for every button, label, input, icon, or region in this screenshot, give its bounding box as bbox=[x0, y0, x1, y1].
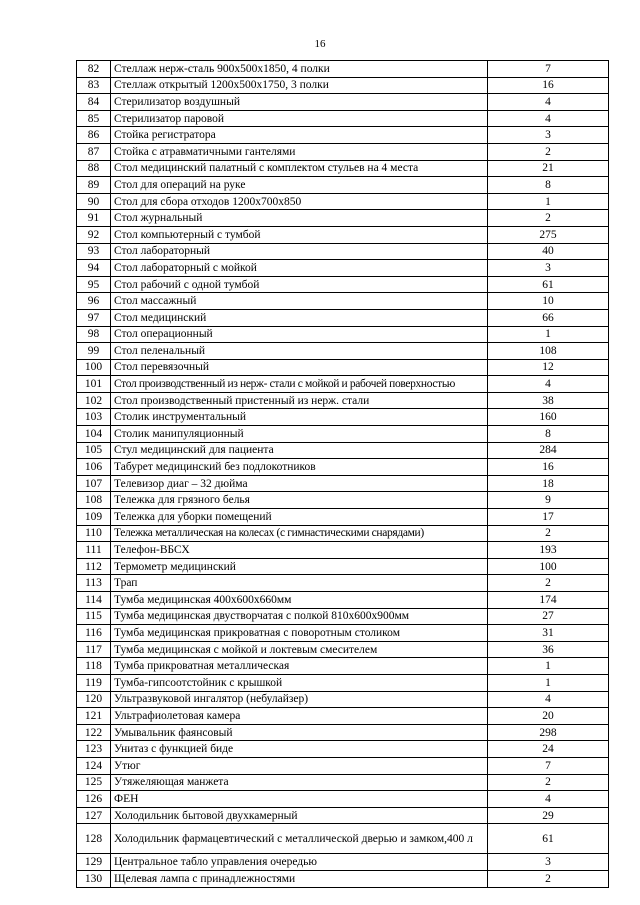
row-name: ФЕН bbox=[111, 791, 488, 808]
row-quantity: 4 bbox=[488, 691, 609, 708]
row-quantity: 20 bbox=[488, 708, 609, 725]
row-quantity: 2 bbox=[488, 774, 609, 791]
row-number: 112 bbox=[77, 558, 111, 575]
row-quantity: 16 bbox=[488, 77, 609, 94]
row-quantity: 2 bbox=[488, 575, 609, 592]
row-quantity: 3 bbox=[488, 260, 609, 277]
row-quantity: 4 bbox=[488, 791, 609, 808]
table-row bbox=[77, 509, 609, 526]
table-row bbox=[77, 724, 609, 741]
row-number: 125 bbox=[77, 774, 111, 791]
table-row bbox=[77, 575, 609, 592]
row-name: Унитаз с функцией биде bbox=[111, 741, 488, 758]
row-name: Тумба медицинская с мойкой и локтевым смесителем bbox=[111, 641, 488, 658]
table-row bbox=[77, 426, 609, 443]
row-number: 94 bbox=[77, 260, 111, 277]
table-row bbox=[77, 824, 609, 854]
table-row bbox=[77, 870, 609, 887]
row-number: 95 bbox=[77, 276, 111, 293]
row-quantity: 284 bbox=[488, 442, 609, 459]
table-row bbox=[77, 708, 609, 725]
row-quantity: 38 bbox=[488, 392, 609, 409]
row-name: Ультрафиолетовая камера bbox=[111, 708, 488, 725]
row-quantity: 1 bbox=[488, 658, 609, 675]
row-quantity: 12 bbox=[488, 359, 609, 376]
row-number: 99 bbox=[77, 343, 111, 360]
row-number: 115 bbox=[77, 608, 111, 625]
table-row bbox=[77, 608, 609, 625]
row-name: Стерилизатор воздушный bbox=[111, 94, 488, 111]
table-row bbox=[77, 276, 609, 293]
table-row bbox=[77, 542, 609, 559]
row-name: Умывальник фаянсовый bbox=[111, 724, 488, 741]
row-number: 120 bbox=[77, 691, 111, 708]
row-quantity: 29 bbox=[488, 807, 609, 824]
row-quantity: 8 bbox=[488, 426, 609, 443]
row-number: 124 bbox=[77, 757, 111, 774]
row-quantity: 108 bbox=[488, 343, 609, 360]
row-number: 127 bbox=[77, 807, 111, 824]
row-number: 121 bbox=[77, 708, 111, 725]
row-name: Телефон-ВБСХ bbox=[111, 542, 488, 559]
table-row bbox=[77, 343, 609, 360]
table-row bbox=[77, 326, 609, 343]
row-name: Стол производственный пристенный из нерж. стали bbox=[111, 392, 488, 409]
row-name: Стол пеленальный bbox=[111, 343, 488, 360]
row-quantity: 2 bbox=[488, 525, 609, 542]
table-row bbox=[77, 691, 609, 708]
row-number: 109 bbox=[77, 509, 111, 526]
row-number: 106 bbox=[77, 459, 111, 476]
row-quantity: 4 bbox=[488, 376, 609, 393]
row-quantity: 16 bbox=[488, 459, 609, 476]
row-quantity: 100 bbox=[488, 558, 609, 575]
table-row bbox=[77, 741, 609, 758]
row-quantity: 40 bbox=[488, 243, 609, 260]
table-row bbox=[77, 359, 609, 376]
row-name: Стол компьютерный с тумбой bbox=[111, 226, 488, 243]
row-number: 118 bbox=[77, 658, 111, 675]
table-row bbox=[77, 757, 609, 774]
row-number: 91 bbox=[77, 210, 111, 227]
row-number: 102 bbox=[77, 392, 111, 409]
row-quantity: 61 bbox=[488, 276, 609, 293]
table-row bbox=[77, 243, 609, 260]
row-quantity: 4 bbox=[488, 94, 609, 111]
table-row bbox=[77, 475, 609, 492]
table-row bbox=[77, 807, 609, 824]
row-quantity: 3 bbox=[488, 854, 609, 871]
row-quantity: 66 bbox=[488, 309, 609, 326]
row-name: Утяжеляющая манжета bbox=[111, 774, 488, 791]
row-number: 85 bbox=[77, 110, 111, 127]
page-number: 16 bbox=[314, 38, 326, 50]
row-quantity: 193 bbox=[488, 542, 609, 559]
row-name: Стол рабочий с одной тумбой bbox=[111, 276, 488, 293]
row-quantity: 3 bbox=[488, 127, 609, 144]
table-row bbox=[77, 774, 609, 791]
table-row bbox=[77, 558, 609, 575]
row-quantity: 2 bbox=[488, 870, 609, 887]
row-quantity: 24 bbox=[488, 741, 609, 758]
row-name: Стол производственный из нерж- стали с мойкой и рабочей поверхностью bbox=[111, 376, 488, 393]
table-row bbox=[77, 459, 609, 476]
table-row bbox=[77, 409, 609, 426]
row-name: Тележка металлическая на колесах (с гимнастическими снарядами) bbox=[111, 525, 488, 542]
row-name: Ультразвуковой ингалятор (небулайзер) bbox=[111, 691, 488, 708]
row-name: Тележка для грязного белья bbox=[111, 492, 488, 509]
row-name: Холодильник бытовой двухкамерный bbox=[111, 807, 488, 824]
row-quantity: 21 bbox=[488, 160, 609, 177]
row-name: Столик манипуляционный bbox=[111, 426, 488, 443]
row-quantity: 9 bbox=[488, 492, 609, 509]
row-name: Тумба-гипсоотстойник с крышкой bbox=[111, 674, 488, 691]
row-name: Тумба медицинская двустворчатая с полкой 810х600х900мм bbox=[111, 608, 488, 625]
row-name: Стол перевязочный bbox=[111, 359, 488, 376]
table-row bbox=[77, 854, 609, 871]
table-row bbox=[77, 61, 609, 78]
row-quantity: 275 bbox=[488, 226, 609, 243]
row-name: Стол лабораторный с мойкой bbox=[111, 260, 488, 277]
row-quantity: 18 bbox=[488, 475, 609, 492]
row-quantity: 10 bbox=[488, 293, 609, 310]
table-row bbox=[77, 226, 609, 243]
row-name: Стеллаж открытый 1200х500х1750, 3 полки bbox=[111, 77, 488, 94]
table-row bbox=[77, 193, 609, 210]
row-number: 108 bbox=[77, 492, 111, 509]
row-number: 113 bbox=[77, 575, 111, 592]
table-row bbox=[77, 143, 609, 160]
row-number: 96 bbox=[77, 293, 111, 310]
row-number: 116 bbox=[77, 625, 111, 642]
table-row bbox=[77, 376, 609, 393]
row-number: 89 bbox=[77, 177, 111, 194]
row-name: Стеллаж нерж-сталь 900х500х1850, 4 полки bbox=[111, 61, 488, 78]
equipment-table-body bbox=[77, 61, 609, 888]
table-row bbox=[77, 525, 609, 542]
row-name: Утюг bbox=[111, 757, 488, 774]
table-row bbox=[77, 658, 609, 675]
row-quantity: 1 bbox=[488, 674, 609, 691]
row-name: Стол массажный bbox=[111, 293, 488, 310]
row-quantity: 2 bbox=[488, 143, 609, 160]
row-number: 123 bbox=[77, 741, 111, 758]
row-quantity: 8 bbox=[488, 177, 609, 194]
table-row bbox=[77, 641, 609, 658]
row-quantity: 1 bbox=[488, 326, 609, 343]
row-number: 105 bbox=[77, 442, 111, 459]
row-number: 126 bbox=[77, 791, 111, 808]
row-number: 130 bbox=[77, 870, 111, 887]
row-number: 92 bbox=[77, 226, 111, 243]
row-number: 110 bbox=[77, 525, 111, 542]
row-name: Стойка регистратора bbox=[111, 127, 488, 144]
row-name: Тележка для уборки помещений bbox=[111, 509, 488, 526]
row-name: Столик инструментальный bbox=[111, 409, 488, 426]
row-quantity: 160 bbox=[488, 409, 609, 426]
row-number: 84 bbox=[77, 94, 111, 111]
row-quantity: 7 bbox=[488, 61, 609, 78]
row-quantity: 1 bbox=[488, 193, 609, 210]
row-quantity: 4 bbox=[488, 110, 609, 127]
row-quantity: 31 bbox=[488, 625, 609, 642]
row-number: 87 bbox=[77, 143, 111, 160]
table-row bbox=[77, 625, 609, 642]
row-number: 88 bbox=[77, 160, 111, 177]
row-number: 104 bbox=[77, 426, 111, 443]
row-number: 122 bbox=[77, 724, 111, 741]
row-quantity: 27 bbox=[488, 608, 609, 625]
row-name: Тумба прикроватная металлическая bbox=[111, 658, 488, 675]
row-name: Стол медицинский bbox=[111, 309, 488, 326]
table-row bbox=[77, 110, 609, 127]
table-row bbox=[77, 127, 609, 144]
row-number: 114 bbox=[77, 592, 111, 609]
row-name: Тумба медицинская 400х600х660мм bbox=[111, 592, 488, 609]
table-row bbox=[77, 492, 609, 509]
row-name: Стол операционный bbox=[111, 326, 488, 343]
row-quantity: 36 bbox=[488, 641, 609, 658]
row-number: 119 bbox=[77, 674, 111, 691]
row-quantity: 298 bbox=[488, 724, 609, 741]
row-name: Стол лабораторный bbox=[111, 243, 488, 260]
row-name: Стойка с атравматичными гантелями bbox=[111, 143, 488, 160]
row-number: 93 bbox=[77, 243, 111, 260]
table-row bbox=[77, 442, 609, 459]
table-row bbox=[77, 674, 609, 691]
row-number: 97 bbox=[77, 309, 111, 326]
row-name: Холодильник фармацевтический с металлической дверью и замком,400 л bbox=[111, 824, 488, 854]
table-row bbox=[77, 791, 609, 808]
row-quantity: 61 bbox=[488, 824, 609, 854]
equipment-table bbox=[76, 60, 609, 888]
row-number: 100 bbox=[77, 359, 111, 376]
row-number: 82 bbox=[77, 61, 111, 78]
table-row bbox=[77, 210, 609, 227]
row-number: 129 bbox=[77, 854, 111, 871]
row-number: 86 bbox=[77, 127, 111, 144]
row-number: 111 bbox=[77, 542, 111, 559]
row-quantity: 7 bbox=[488, 757, 609, 774]
row-number: 90 bbox=[77, 193, 111, 210]
table-row bbox=[77, 392, 609, 409]
table-row bbox=[77, 293, 609, 310]
row-name: Трап bbox=[111, 575, 488, 592]
row-name: Центральное табло управления очередью bbox=[111, 854, 488, 871]
row-number: 128 bbox=[77, 824, 111, 854]
row-quantity: 174 bbox=[488, 592, 609, 609]
row-number: 83 bbox=[77, 77, 111, 94]
row-number: 103 bbox=[77, 409, 111, 426]
row-name: Стол для сбора отходов 1200х700х850 bbox=[111, 193, 488, 210]
row-number: 117 bbox=[77, 641, 111, 658]
table-row bbox=[77, 77, 609, 94]
table-row bbox=[77, 592, 609, 609]
row-name: Термометр медицинский bbox=[111, 558, 488, 575]
table-row bbox=[77, 177, 609, 194]
row-name: Стол для операций на руке bbox=[111, 177, 488, 194]
row-number: 101 bbox=[77, 376, 111, 393]
row-name: Стерилизатор паровой bbox=[111, 110, 488, 127]
row-name: Телевизор диаг – 32 дюйма bbox=[111, 475, 488, 492]
row-quantity: 2 bbox=[488, 210, 609, 227]
row-name: Щелевая лампа с принадлежностями bbox=[111, 870, 488, 887]
row-name: Табурет медицинский без подлокотников bbox=[111, 459, 488, 476]
row-name: Тумба медицинская прикроватная с поворотным столиком bbox=[111, 625, 488, 642]
row-quantity: 17 bbox=[488, 509, 609, 526]
table-row bbox=[77, 309, 609, 326]
row-number: 98 bbox=[77, 326, 111, 343]
row-name: Стол журнальный bbox=[111, 210, 488, 227]
row-name: Стул медицинский для пациента bbox=[111, 442, 488, 459]
table-row bbox=[77, 260, 609, 277]
row-number: 107 bbox=[77, 475, 111, 492]
table-row bbox=[77, 160, 609, 177]
row-name: Стол медицинский палатный с комплектом стульев на 4 места bbox=[111, 160, 488, 177]
table-row bbox=[77, 94, 609, 111]
